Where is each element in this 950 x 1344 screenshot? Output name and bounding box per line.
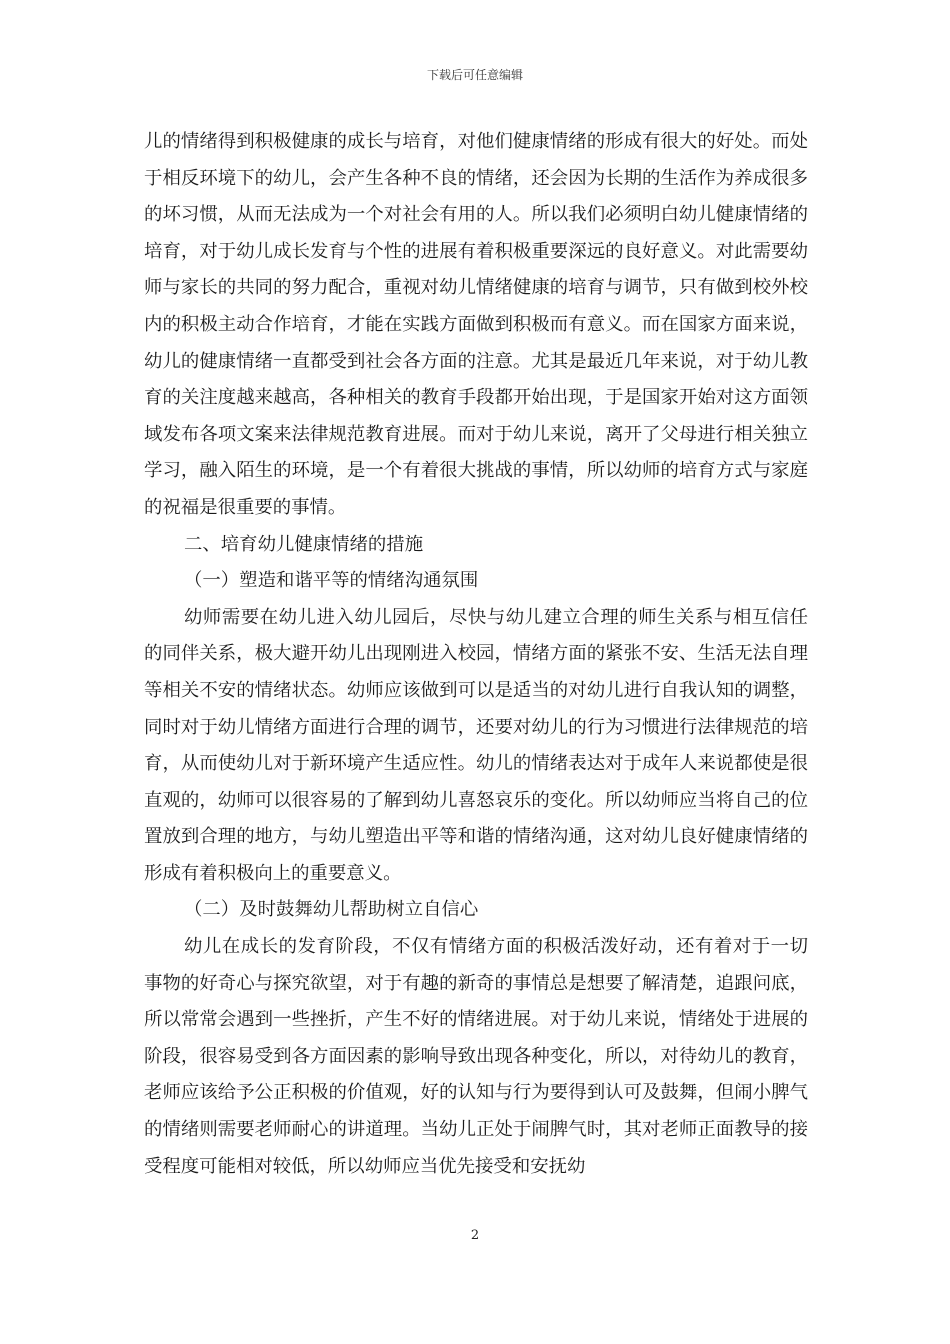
paragraph-continuation: 儿的情绪得到积极健康的成长与培育，对他们健康情绪的形成有很大的好处。而处于相反环境下的幼儿，会产生各种不良的情绪，还会因为长期的生活作为养成很多的坏习惯，从而无法成为一个对社会有用的人。所以我们必须明白幼儿健康情绪的培育，对于幼儿成长发育与个性的进展有着积极重要深远的良好意义。对此需要幼师与家长的共同的努力配合，重视对幼儿情绪健康的培育与调节，只有做到校外校内的积极主动合作培育，才能在实践方面做到积极而有意义。而在国家方面来说，幼儿的健康情绪一直都受到社会各方面的注意。尤其是最近几年来说，对于幼儿教育的关注度越来越高，各种相关的教育手段都开始出现，于是国家开始对这方面领域发布各项文案来法律规范教育进展。而对于幼儿来说，离开了父母进行相关独立学习，融入陌生的环境，是一个有着很大挑战的事情，所以幼师的培育方式与家庭的祝福是很重要的事情。 bbox=[144, 131, 808, 518]
paragraph-growth-stage: 幼儿在成长的发育阶段，不仅有情绪方面的积极活泼好动，还有着对于一切事物的好奇心与探究欲望，对于有趣的新奇的事情总是想要了解清楚，追跟问底，所以常常会遇到一些挫折，产生不好的情绪进展。对于幼儿来说，情绪处于进展的阶段，很容易受到各方面因素的影响导致出现各种变化，所以，对待幼儿的教育，老师应该给予公正积极的价值观，好的认知与行为要得到认可及鼓舞，但闹小脾气的情绪则需要老师耐心的讲道理。当幼儿正处于闹脾气时，其对老师正面教导的接受程度可能相对较低，所以幼师应当优先接受和安抚幼 bbox=[144, 936, 808, 1177]
paragraph-teacher-relationship: 幼师需要在幼儿进入幼儿园后，尽快与幼儿建立合理的师生关系与相互信任的同伴关系，极大避开幼儿出现刚进入校园，情绪方面的紧张不安、生活无法自理等相关不安的情绪状态。幼师应该做到可以是适当的对幼儿进行自我认知的调整，同时对于幼儿情绪方面进行合理的调节，还要对幼儿的行为习惯进行法律规范的培育，从而使幼儿对于新环境产生适应性。幼儿的情绪表达对于成年人来说都使是很直观的，幼师可以很容易的了解到幼儿喜怒哀乐的变化。所以幼师应当将自己的位置放到合理的地方，与幼儿塑造出平等和谐的情绪沟通，这对幼儿良好健康情绪的形成有着积极向上的重要意义。 bbox=[144, 606, 808, 884]
page-number: 2 bbox=[470, 1228, 480, 1243]
section-heading: 二、培育幼儿健康情绪的措施 bbox=[184, 533, 424, 555]
document-body bbox=[144, 124, 808, 1185]
subheading-harmonious-atmosphere: （一）塑造和谐平等的情绪沟通氛围 bbox=[184, 570, 479, 592]
page-header: 下载后可任意编辑 bbox=[426, 68, 523, 82]
subheading-encourage-confidence: （二）及时鼓舞幼儿帮助树立自信心 bbox=[184, 899, 479, 921]
